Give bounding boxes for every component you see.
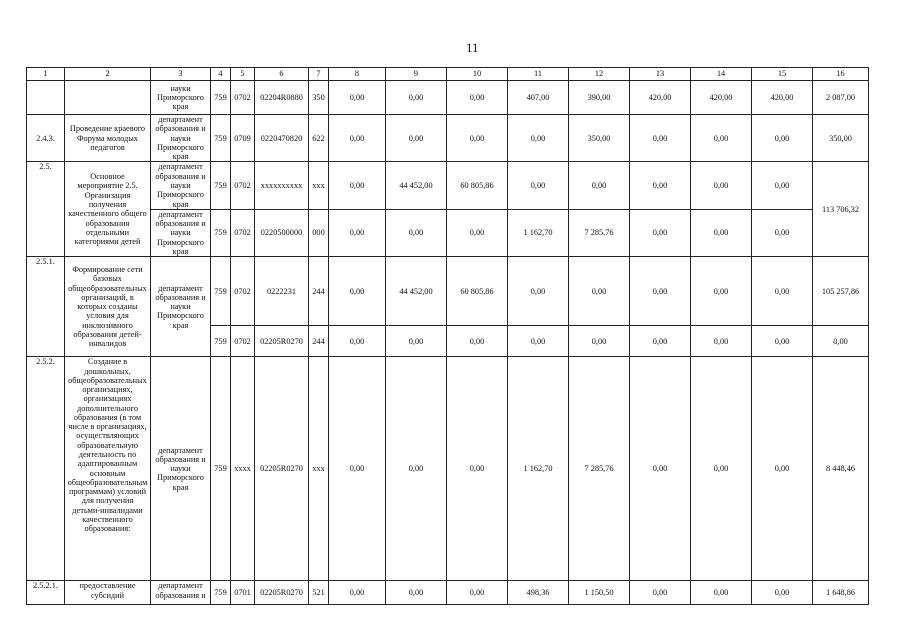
page-number: 11 xyxy=(466,40,479,55)
cell-number: 2.5. xyxy=(27,162,65,257)
cell-value: 60 805,86 xyxy=(447,257,508,326)
cell-value: 0,00 xyxy=(691,357,752,581)
cell-value: 0,00 xyxy=(752,257,813,326)
cell-rzpr: 0702 xyxy=(231,162,255,209)
cell-value: 0,00 xyxy=(386,326,447,357)
cell-value: 0,00 xyxy=(386,81,447,115)
cell-value: 0,00 xyxy=(691,209,752,256)
cell-value: 0,00 xyxy=(630,115,691,162)
col-header: 15 xyxy=(752,68,813,81)
cell-csr: 02205R0270 xyxy=(255,357,309,581)
cell-vr: 000 xyxy=(309,209,329,256)
cell-total: 0,00 xyxy=(813,326,869,357)
cell-value: 0,00 xyxy=(329,81,386,115)
cell-value: 420,00 xyxy=(752,81,813,115)
col-header: 12 xyxy=(569,68,630,81)
cell-value: 0,00 xyxy=(569,162,630,209)
cell-value: 0,00 xyxy=(630,162,691,209)
table-row xyxy=(27,209,869,256)
cell-value: 0,00 xyxy=(329,162,386,209)
cell-grbs: 759 xyxy=(211,357,231,581)
col-header: 4 xyxy=(211,68,231,81)
cell-value: 0,00 xyxy=(447,115,508,162)
col-header: 14 xyxy=(691,68,752,81)
cell-total: 2 087,00 xyxy=(813,81,869,115)
col-header: 3 xyxy=(151,68,211,81)
cell-value: 0,00 xyxy=(447,581,508,605)
cell-value: 0,00 xyxy=(569,326,630,357)
cell-total: 1 648,86 xyxy=(813,581,869,605)
cell-total: 350,00 xyxy=(813,115,869,162)
cell-value: 0,00 xyxy=(447,326,508,357)
cell-value: 0,00 xyxy=(752,357,813,581)
cell-csr: 0220470820 xyxy=(255,115,309,162)
cell-value: 0,00 xyxy=(691,257,752,326)
cell-rzpr: 0702 xyxy=(231,209,255,256)
cell-value: 7 285,76 xyxy=(569,357,630,581)
cell-number: 2.4.3. xyxy=(27,115,65,162)
cell-vr: xxx xyxy=(309,162,329,209)
cell-value: 0,00 xyxy=(386,115,447,162)
cell-executor: департамент образования и науки Приморского края xyxy=(151,257,211,357)
cell-value: 1 162,70 xyxy=(508,357,569,581)
cell-vr: 521 xyxy=(309,581,329,605)
cell-value: 0,00 xyxy=(630,581,691,605)
cell-value: 0,00 xyxy=(630,209,691,256)
col-header: 13 xyxy=(630,68,691,81)
cell-name: Основное мероприятие 2.5. Организация получения качественного общего образования отдельными категориями детей xyxy=(65,162,151,257)
cell-value: 407,00 xyxy=(508,81,569,115)
cell-value: 7 285,76 xyxy=(569,209,630,256)
cell-value: 0,00 xyxy=(569,257,630,326)
col-header: 2 xyxy=(65,68,151,81)
cell-grbs: 759 xyxy=(211,257,231,326)
cell-grbs: 759 xyxy=(211,81,231,115)
cell-value: 0,00 xyxy=(329,209,386,256)
cell-value: 0,00 xyxy=(752,115,813,162)
cell-vr: 244 xyxy=(309,326,329,357)
cell-executor: департамент образования и xyxy=(151,581,211,605)
cell-rzpr: 0702 xyxy=(231,257,255,326)
cell-value: 0,00 xyxy=(447,81,508,115)
cell-value: 60 805,86 xyxy=(447,162,508,209)
cell-csr: 0222231 xyxy=(255,257,309,326)
cell-rzpr: xxxx xyxy=(231,357,255,581)
cell-value: 44 452,00 xyxy=(386,257,447,326)
cell-csr: xxxxxxxxxx xyxy=(255,162,309,209)
cell-value: 0,00 xyxy=(386,357,447,581)
cell-value: 0,00 xyxy=(508,115,569,162)
budget-table xyxy=(26,67,869,605)
cell-value: 0,00 xyxy=(691,581,752,605)
cell-csr: 02205R0270 xyxy=(255,581,309,605)
col-header: 16 xyxy=(813,68,869,81)
cell-rzpr: 0702 xyxy=(231,81,255,115)
cell-value: 390,00 xyxy=(569,81,630,115)
cell-value: 1 162,70 xyxy=(508,209,569,256)
col-header: 10 xyxy=(447,68,508,81)
col-header: 7 xyxy=(309,68,329,81)
cell-value: 498,36 xyxy=(508,581,569,605)
cell-number xyxy=(27,81,65,115)
table-row xyxy=(27,162,869,209)
table-row xyxy=(27,257,869,326)
col-header: 1 xyxy=(27,68,65,81)
cell-grbs: 759 xyxy=(211,115,231,162)
cell-value: 0,00 xyxy=(508,257,569,326)
cell-vr: xxx xyxy=(309,357,329,581)
cell-value: 0,00 xyxy=(752,326,813,357)
table-row xyxy=(27,81,869,115)
cell-executor: науки Приморского края xyxy=(151,81,211,115)
cell-grbs: 759 xyxy=(211,162,231,209)
table-row xyxy=(27,357,869,581)
cell-value: 0,00 xyxy=(329,326,386,357)
cell-csr: 0220500000 xyxy=(255,209,309,256)
cell-value: 1 150,50 xyxy=(569,581,630,605)
table-row xyxy=(27,581,869,605)
col-header: 9 xyxy=(386,68,447,81)
col-header: 11 xyxy=(508,68,569,81)
cell-executor: департамент образования и науки Приморского края xyxy=(151,209,211,256)
cell-total: 8 448,46 xyxy=(813,357,869,581)
cell-rzpr: 0709 xyxy=(231,115,255,162)
cell-csr: 02205R0270 xyxy=(255,326,309,357)
cell-total: 105 257,86 xyxy=(813,257,869,326)
cell-total: 113 706,32 xyxy=(813,162,869,257)
col-header: 5 xyxy=(231,68,255,81)
cell-value: 0,00 xyxy=(447,209,508,256)
cell-name: Создание в дошкольных, общеобразовательных организациях, организациях дополнительного образования (в том числе в организациях, осуществляющих образовательную деятельность по адаптированным основным общеобразовательным программам) условий для получения детьми-инвалидами качественного образования: xyxy=(65,357,151,581)
cell-grbs: 759 xyxy=(211,326,231,357)
cell-value: 0,00 xyxy=(691,162,752,209)
header-row xyxy=(27,68,869,81)
cell-name xyxy=(65,81,151,115)
col-header: 8 xyxy=(329,68,386,81)
cell-grbs: 759 xyxy=(211,581,231,605)
cell-csr: 02204R0880 xyxy=(255,81,309,115)
cell-value: 0,00 xyxy=(386,209,447,256)
col-header: 6 xyxy=(255,68,309,81)
cell-value: 0,00 xyxy=(329,357,386,581)
cell-rzpr: 0701 xyxy=(231,581,255,605)
cell-value: 0,00 xyxy=(752,209,813,256)
cell-executor: департамент образования и науки Приморского края xyxy=(151,357,211,581)
cell-value: 0,00 xyxy=(630,357,691,581)
cell-value: 0,00 xyxy=(329,581,386,605)
cell-vr: 622 xyxy=(309,115,329,162)
cell-name: Формирование сети базовых общеобразовательных организаций, в которых созданы условия для инклюзивного образования детей-инвалидов xyxy=(65,257,151,357)
cell-rzpr: 0702 xyxy=(231,326,255,357)
cell-value: 0,00 xyxy=(508,326,569,357)
cell-value: 0,00 xyxy=(752,162,813,209)
cell-vr: 244 xyxy=(309,257,329,326)
cell-number: 2.5.1. xyxy=(27,257,65,357)
cell-value: 420,00 xyxy=(630,81,691,115)
cell-value: 0,00 xyxy=(508,162,569,209)
cell-value: 0,00 xyxy=(630,326,691,357)
cell-vr: 350 xyxy=(309,81,329,115)
table-row xyxy=(27,115,869,162)
cell-value: 0,00 xyxy=(752,581,813,605)
cell-executor: департамент образования и науки Приморского края xyxy=(151,115,211,162)
cell-number: 2.5.2.1. xyxy=(27,581,65,605)
cell-value: 350,00 xyxy=(569,115,630,162)
cell-executor: департамент образования и науки Приморского края xyxy=(151,162,211,209)
cell-name: Проведение краевого Форума молодых педагогов xyxy=(65,115,151,162)
cell-grbs: 759 xyxy=(211,209,231,256)
cell-name: предоставление субсидий xyxy=(65,581,151,605)
cell-value: 0,00 xyxy=(386,581,447,605)
cell-value: 0,00 xyxy=(691,326,752,357)
cell-value: 0,00 xyxy=(630,257,691,326)
cell-value: 44 452,00 xyxy=(386,162,447,209)
cell-value: 0,00 xyxy=(329,257,386,326)
cell-value: 0,00 xyxy=(691,115,752,162)
cell-number: 2.5.2. xyxy=(27,357,65,581)
cell-value: 0,00 xyxy=(329,115,386,162)
cell-value: 420,00 xyxy=(691,81,752,115)
cell-value: 0,00 xyxy=(447,357,508,581)
